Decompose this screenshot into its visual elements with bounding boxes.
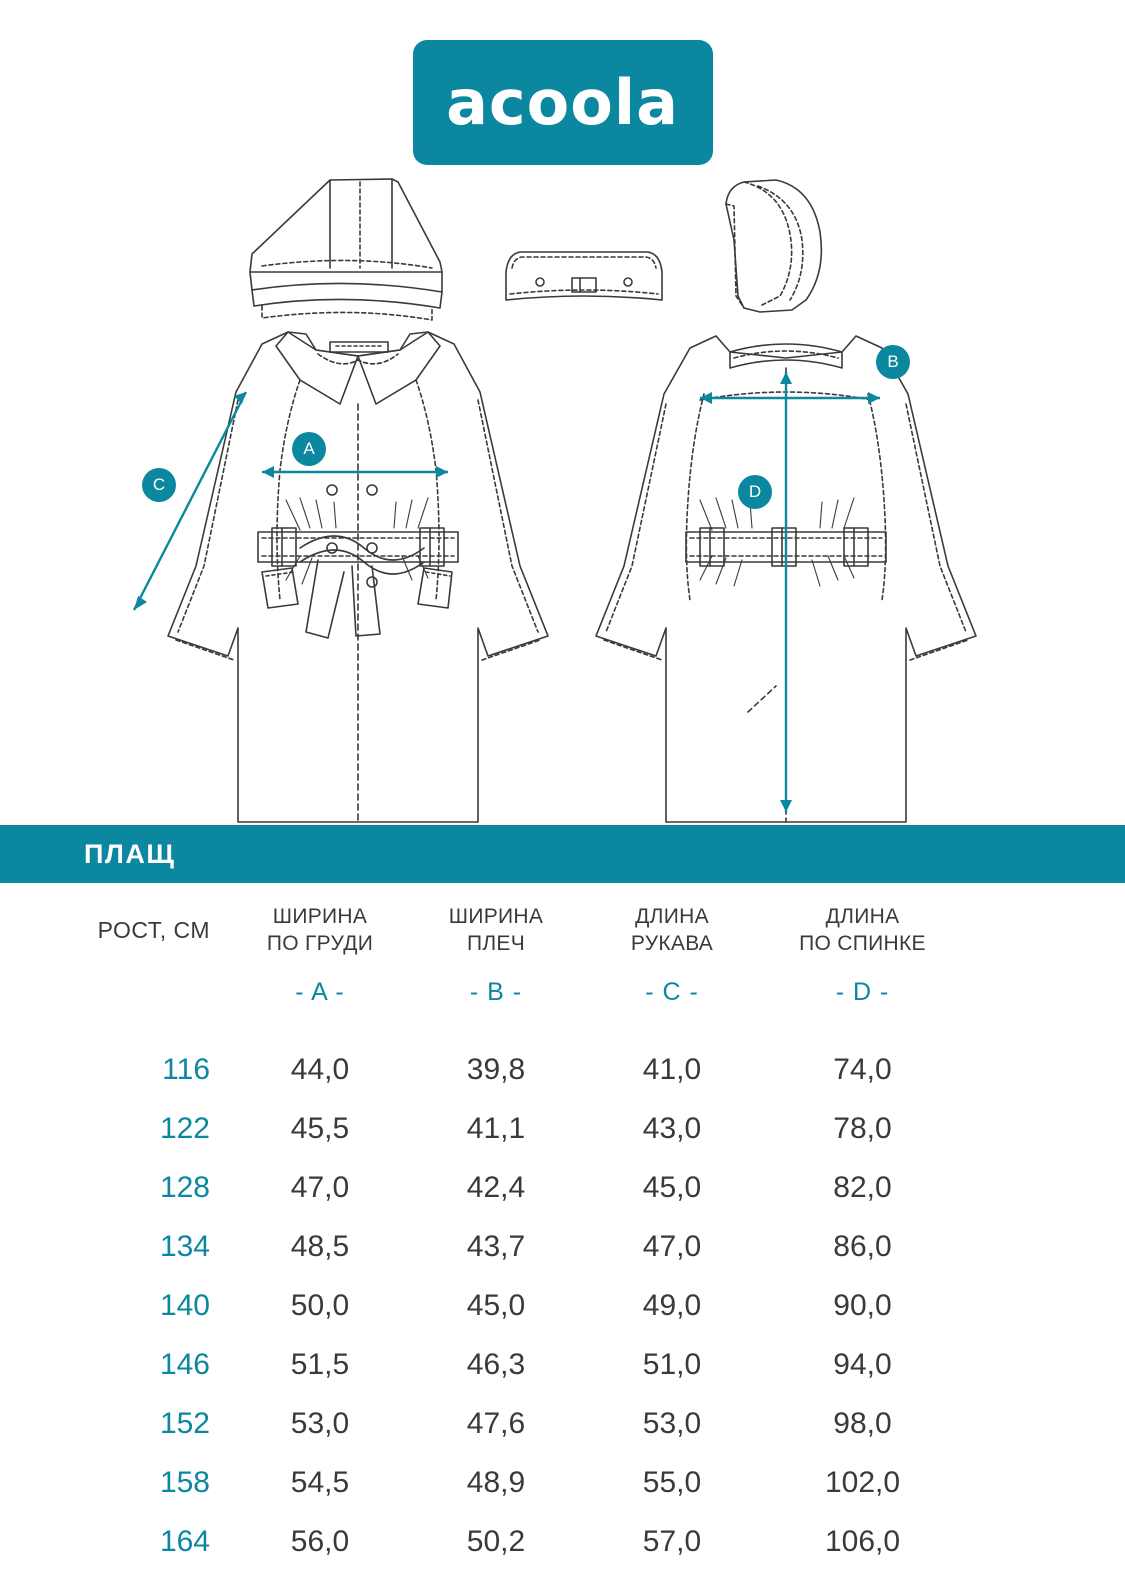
row-size: 128 [159,1170,210,1204]
row-spacer [965,1158,1125,1217]
row-back-length: 78,0 [833,1111,892,1145]
row-sleeve-length: 51,0 [642,1347,702,1381]
marker-b-label: B [887,352,899,371]
header-shoulder-width-line1: ШИРИНА [448,904,544,928]
table-row [0,1099,1125,1158]
row-size: 122 [159,1111,210,1145]
header-chest-width-line1: ШИРИНА [272,904,368,928]
marker-a [292,432,326,466]
row-spacer [965,1394,1125,1453]
header-size-label: РОСТ, СМ [97,917,210,943]
letter-row-spacer-right [965,978,1125,1040]
header-chest-width-line2: ПО ГРУДИ [266,931,374,955]
table-row [0,1158,1125,1217]
header-back-length [760,883,965,978]
marker-a-label: A [303,439,315,458]
row-back-length: 82,0 [833,1170,892,1204]
brand-logo-text: acoola [446,66,679,139]
table-row [0,1512,1125,1571]
row-back-length: 98,0 [833,1406,892,1440]
header-shoulder-width [408,883,584,978]
row-sleeve-length: 55,0 [642,1465,702,1499]
row-chest-width: 50,0 [290,1288,350,1322]
row-shoulder-width: 46,3 [466,1347,526,1381]
row-sleeve-length: 45,0 [642,1170,702,1204]
header-back-length-line1: ДЛИНА [825,904,900,928]
row-spacer [965,1276,1125,1335]
belt-detail [506,252,662,300]
header-back-length-line2: ПО СПИНКЕ [799,931,926,955]
marker-d-label: D [748,482,762,501]
table-letter-row [0,978,1125,1040]
section-title-bar [0,825,1125,883]
table-row [0,1453,1125,1512]
header-sleeve-length-line2: РУКАВА [630,931,714,955]
hood-detail [250,179,442,320]
row-sleeve-length: 43,0 [642,1111,702,1145]
row-sleeve-length: 53,0 [642,1406,702,1440]
size-table-container [0,883,1125,1571]
row-spacer [965,1040,1125,1099]
row-size: 158 [159,1465,210,1499]
table-row [0,1276,1125,1335]
row-chest-width: 45,5 [290,1111,350,1145]
table-row [0,1217,1125,1276]
row-sleeve-length: 57,0 [642,1524,702,1558]
marker-b [876,345,910,379]
header-spacer [965,883,1125,978]
row-chest-width: 51,5 [290,1347,350,1381]
header-shoulder-width-line2: ПЛЕЧ [466,931,526,955]
row-chest-width: 56,0 [290,1524,350,1558]
letter-d: - D - [835,978,890,1006]
page-title: ПЛАЩ [84,838,176,869]
row-shoulder-width: 41,1 [466,1111,526,1145]
row-chest-width: 48,5 [290,1229,350,1263]
letter-b: - B - [469,978,523,1006]
row-spacer [965,1512,1125,1571]
table-row [0,1040,1125,1099]
row-chest-width: 44,0 [290,1052,350,1086]
row-sleeve-length: 47,0 [642,1229,702,1263]
row-back-length: 86,0 [833,1229,892,1263]
letter-c: - C - [645,978,699,1006]
header-sleeve-length [584,883,760,978]
table-row [0,1394,1125,1453]
row-shoulder-width: 47,6 [466,1406,526,1440]
row-size: 140 [159,1288,210,1322]
row-size: 134 [159,1229,210,1263]
header-sleeve-length-line1: ДЛИНА [635,904,709,928]
row-spacer [965,1099,1125,1158]
row-shoulder-width: 43,7 [466,1229,526,1263]
row-chest-width: 54,5 [290,1465,350,1499]
row-size: 152 [159,1406,210,1440]
measurement-arrows [134,372,880,812]
row-sleeve-length: 49,0 [642,1288,702,1322]
letter-row-spacer-left [0,978,232,1040]
row-shoulder-width: 39,8 [466,1052,526,1086]
marker-c-label: C [152,475,166,494]
row-back-length: 94,0 [833,1347,892,1381]
row-chest-width: 53,0 [290,1406,350,1440]
marker-c [142,468,176,502]
row-shoulder-width: 50,2 [466,1524,526,1558]
row-spacer [965,1453,1125,1512]
row-shoulder-width: 45,0 [466,1288,526,1322]
row-sleeve-length: 41,0 [642,1052,702,1086]
row-back-length: 74,0 [833,1052,892,1086]
row-back-length: 102,0 [824,1465,901,1499]
row-size: 146 [159,1347,210,1381]
table-header-row [0,883,1125,978]
row-back-length: 90,0 [833,1288,892,1322]
letter-a: - A - [295,978,345,1006]
row-shoulder-width: 48,9 [466,1465,526,1499]
coat-front-view [168,332,548,822]
row-chest-width: 47,0 [290,1170,350,1204]
header-chest-width [232,883,408,978]
row-spacer [965,1217,1125,1276]
row-size: 116 [162,1052,210,1086]
hood-side-detail [726,180,821,312]
table-row [0,1335,1125,1394]
size-table [0,883,1125,1571]
row-back-length: 106,0 [824,1524,901,1558]
row-shoulder-width: 42,4 [466,1170,526,1204]
row-spacer [965,1335,1125,1394]
row-size: 164 [159,1524,210,1558]
marker-d [738,475,772,509]
